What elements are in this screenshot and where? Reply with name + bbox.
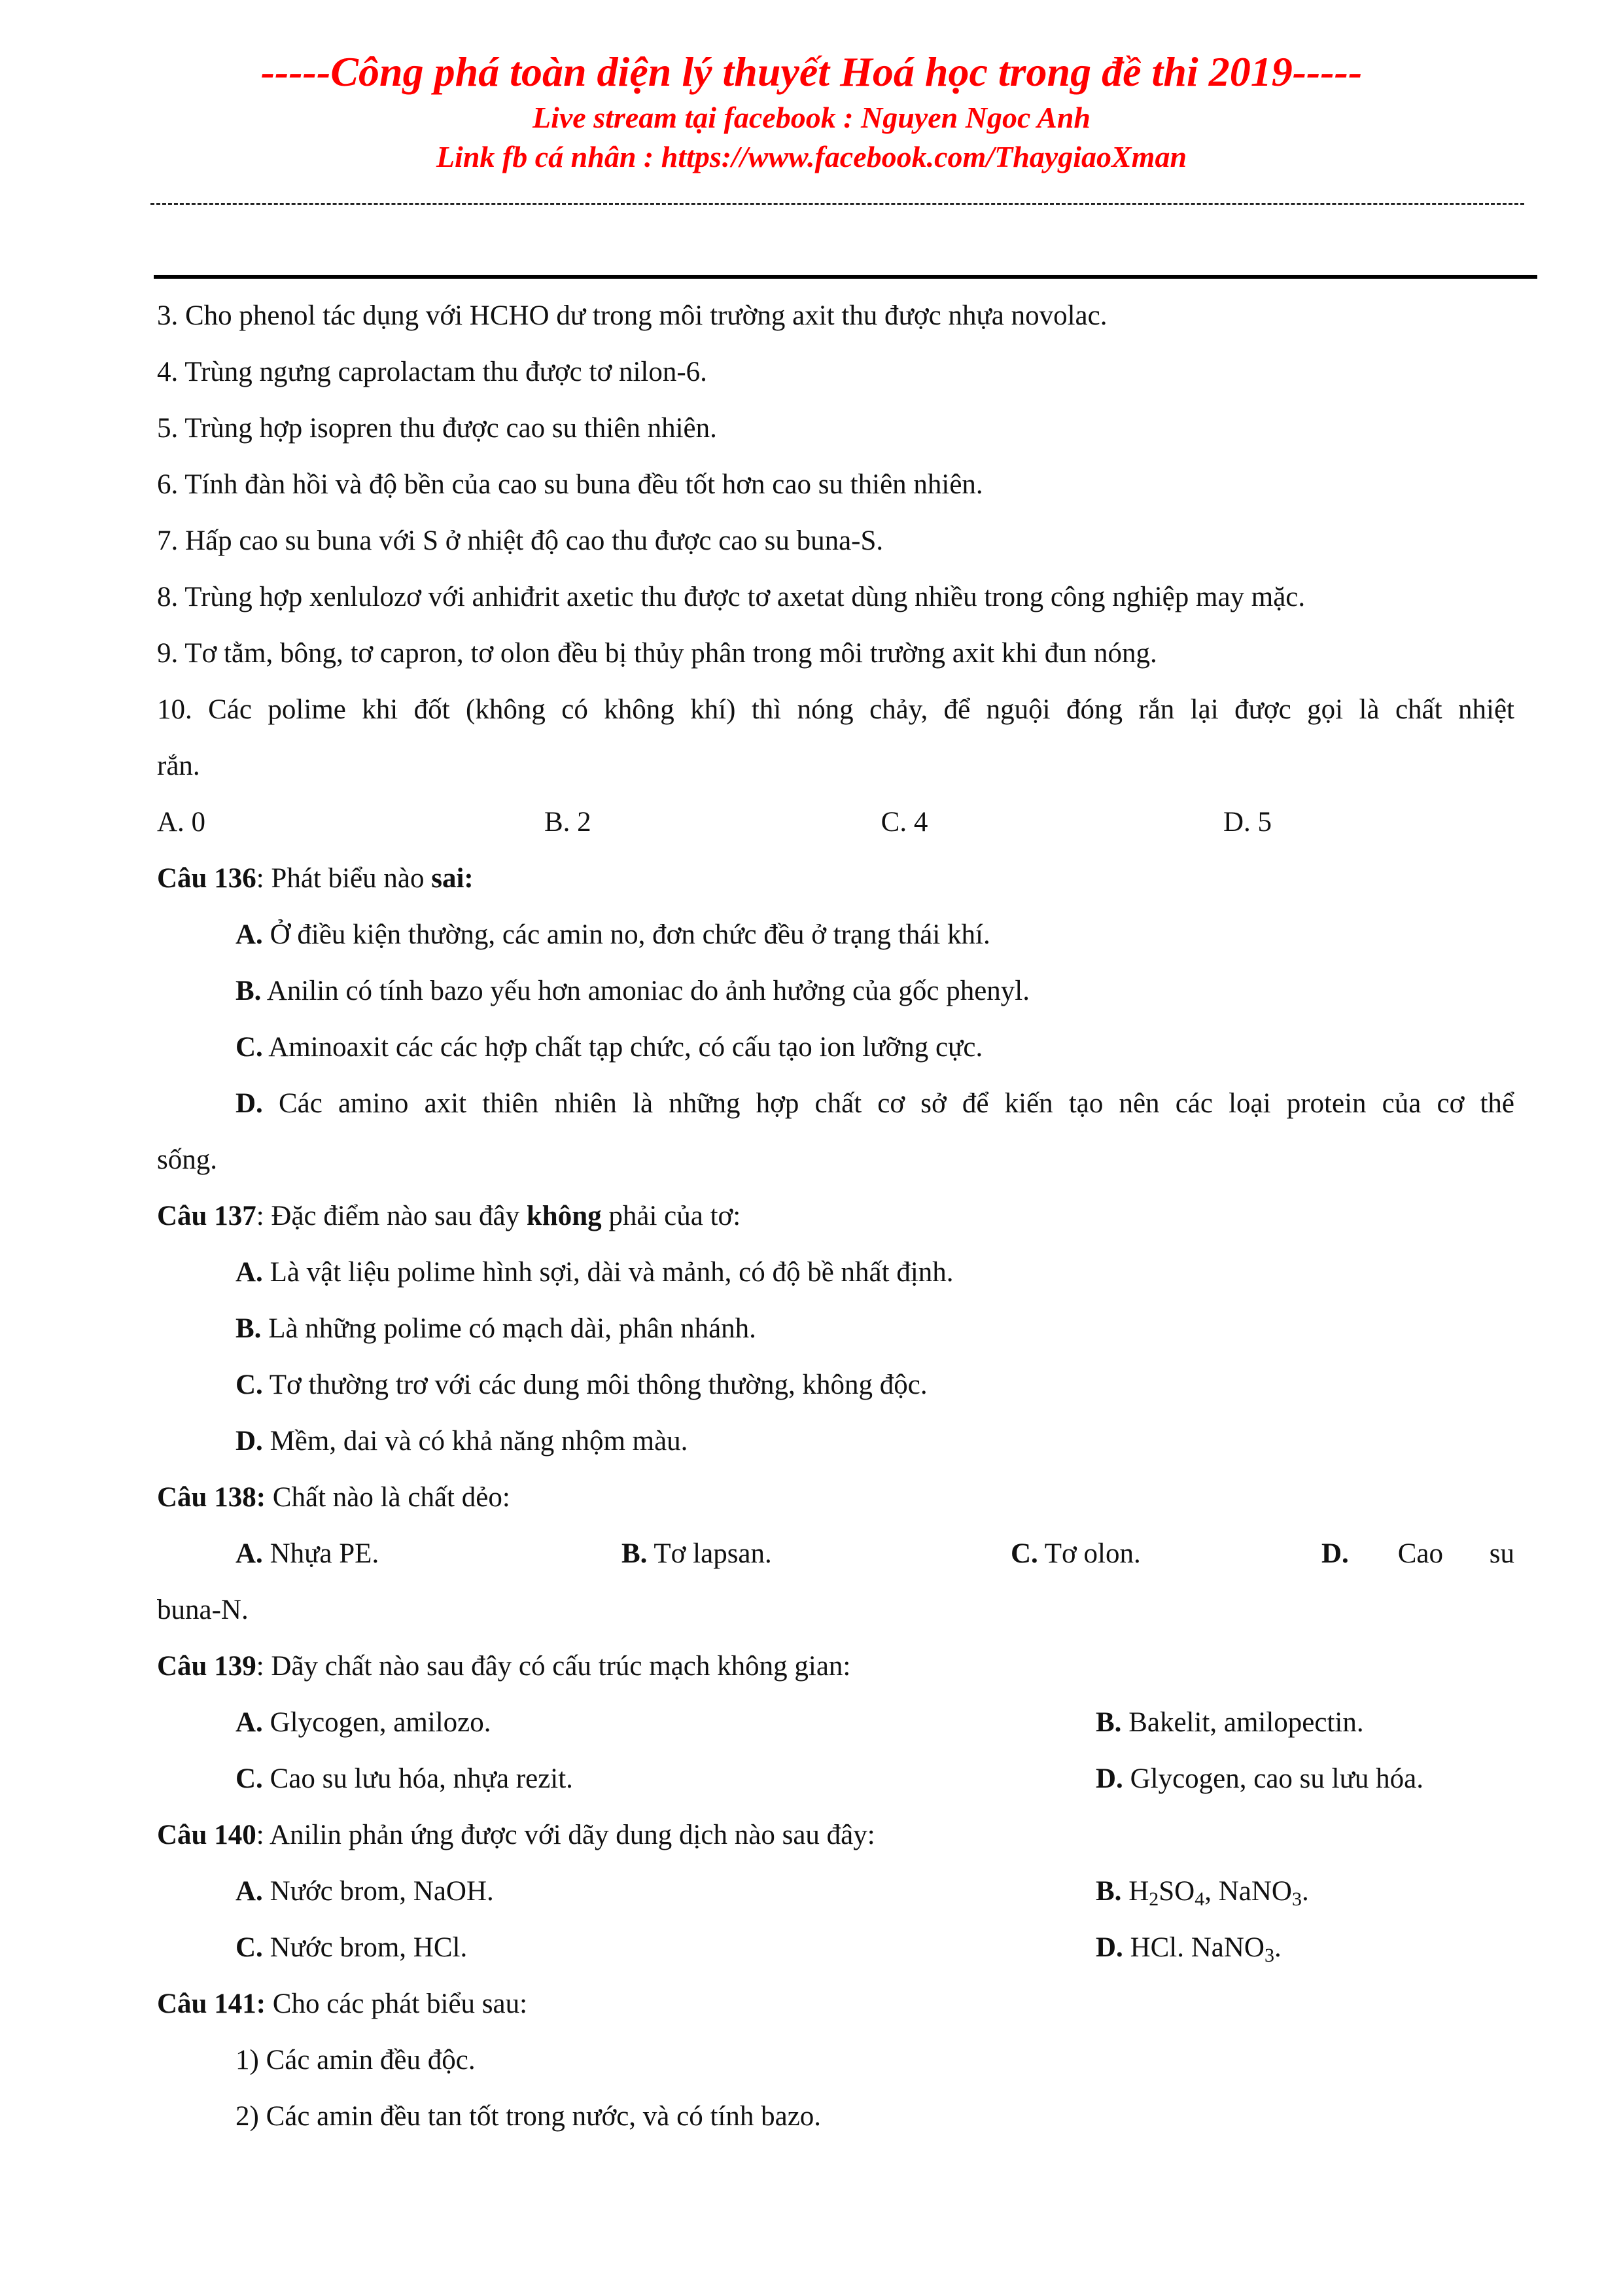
q136-stem: Câu 136: Phát biểu nào sai: bbox=[157, 863, 474, 894]
statement-10-cont: rắn. bbox=[157, 751, 200, 781]
statement-8: 8. Trùng hợp xenlulozơ với anhiđrit axetic thu được tơ axetat dùng nhiều trong công nghiệp may mặc. bbox=[157, 582, 1306, 612]
q135-option-b: B. 2 bbox=[544, 807, 591, 838]
q139-options-ab bbox=[157, 1695, 1514, 1751]
q141-stem: Câu 141: Cho các phát biểu sau: bbox=[157, 1988, 528, 2019]
q137-option-a: A. Là vật liệu polime hình sợi, dài và mảnh, có độ bề nhất định. bbox=[236, 1257, 954, 1288]
q139-option-c: C. Cao su lưu hóa, nhựa rezit. bbox=[236, 1763, 573, 1794]
q141-statement-2: 2) Các amin đều tan tốt trong nước, và có tính bazo. bbox=[236, 2101, 822, 2132]
q138-option-c: C. Tơ olon. bbox=[1011, 1538, 1141, 1569]
statement-10: 10. Các polime khi đốt (không có không khí) thì nóng chảy, để nguội đóng rắn lại được gọi là chất nhiệt bbox=[157, 694, 1514, 725]
q137-stem: Câu 137: Đặc điểm nào sau đây không phải của tơ: bbox=[157, 1201, 741, 1231]
header-title: -----Công phá toàn diện lý thuyết Hoá học trong đề thi 2019----- bbox=[260, 48, 1363, 95]
statement-9: 9. Tơ tằm, bông, tơ capron, tơ olon đều bị thủy phân trong môi trường axit khi đun nóng. bbox=[157, 638, 1157, 669]
q140-option-d: D. HCl. NaNO$_3$. bbox=[1096, 1932, 1282, 1966]
q140-option-c: C. Nước brom, HCl. bbox=[236, 1932, 468, 1963]
page-header bbox=[0, 46, 1623, 177]
document-body bbox=[157, 288, 1514, 2145]
q138-option-d-cont: buna-N. bbox=[157, 1595, 249, 1625]
q137-option-b: B. Là những polime có mạch dài, phân nhánh. bbox=[236, 1313, 756, 1344]
q135-option-d: D. 5 bbox=[1223, 807, 1272, 838]
q138-option-b: B. Tơ lapsan. bbox=[621, 1538, 772, 1569]
q136-option-b: B. Anilin có tính bazo yếu hơn amoniac do ảnh hưởng của gốc phenyl. bbox=[236, 976, 1030, 1006]
q138-option-a: A. Nhựa PE. bbox=[236, 1538, 379, 1569]
q140-options-ab bbox=[157, 1863, 1514, 1920]
solid-divider bbox=[154, 275, 1537, 279]
q141-statement-1: 1) Các amin đều độc. bbox=[236, 2045, 476, 2075]
statement-3: 3. Cho phenol tác dụng với HCHO dư trong môi trường axit thu được nhựa novolac. bbox=[157, 300, 1108, 331]
q137-option-d: D. Mềm, dai và có khả năng nhộm màu. bbox=[236, 1426, 688, 1457]
q136-option-d-cont: sống. bbox=[157, 1144, 217, 1175]
q136-option-d: D. Các amino axit thiên nhiên là những hợp chất cơ sở để kiến tạo nên các loại protein của cơ thể bbox=[236, 1088, 1514, 1119]
q140-stem: Câu 140: Anilin phản ứng được với dãy dung dịch nào sau đây: bbox=[157, 1820, 875, 1850]
statement-5: 5. Trùng hợp isopren thu được cao su thiên nhiên. bbox=[157, 413, 717, 444]
q140-options-cd bbox=[157, 1920, 1514, 1976]
q138-option-d: D. Cao su bbox=[1321, 1538, 1514, 1569]
statement-6: 6. Tính đàn hồi và độ bền của cao su buna đều tốt hơn cao su thiên nhiên. bbox=[157, 469, 983, 500]
header-facebook-link[interactable]: Link fb cá nhân : https://www.facebook.com/ThaygiaoXman bbox=[436, 140, 1187, 173]
q138-options bbox=[157, 1526, 1514, 1582]
q138-stem: Câu 138: Chất nào là chất dẻo: bbox=[157, 1482, 510, 1513]
q136-option-c: C. Aminoaxit các các hợp chất tạp chức, có cấu tạo ion lưỡng cực. bbox=[236, 1032, 983, 1063]
statement-7: 7. Hấp cao su buna với S ở nhiệt độ cao thu được cao su buna-S. bbox=[157, 525, 884, 556]
dashed-divider bbox=[150, 203, 1524, 205]
q135-option-c: C. 4 bbox=[881, 807, 928, 838]
q139-option-d: D. Glycogen, cao su lưu hóa. bbox=[1096, 1763, 1423, 1794]
q140-option-b: B. $H_2SO_4$, NaNO$_3$. bbox=[1096, 1876, 1309, 1910]
q135-options bbox=[157, 794, 1514, 851]
q139-option-a: A. Glycogen, amilozo. bbox=[236, 1707, 491, 1738]
header-livestream: Live stream tại facebook : Nguyen Ngoc Anh bbox=[532, 101, 1091, 134]
q139-stem: Câu 139: Dãy chất nào sau đây có cấu trúc mạch không gian: bbox=[157, 1651, 851, 1682]
q137-option-c: C. Tơ thường trơ với các dung môi thông thường, không độc. bbox=[236, 1369, 928, 1400]
q135-option-a: A. 0 bbox=[157, 807, 206, 838]
q139-option-b: B. Bakelit, amilopectin. bbox=[1096, 1707, 1364, 1738]
statement-4: 4. Trùng ngưng caprolactam thu được tơ nilon-6. bbox=[157, 357, 707, 387]
q140-option-a: A. Nước brom, NaOH. bbox=[236, 1876, 494, 1907]
q139-options-cd bbox=[157, 1751, 1514, 1807]
q136-option-a: A. Ở điều kiện thường, các amin no, đơn chức đều ở trạng thái khí. bbox=[236, 919, 990, 950]
